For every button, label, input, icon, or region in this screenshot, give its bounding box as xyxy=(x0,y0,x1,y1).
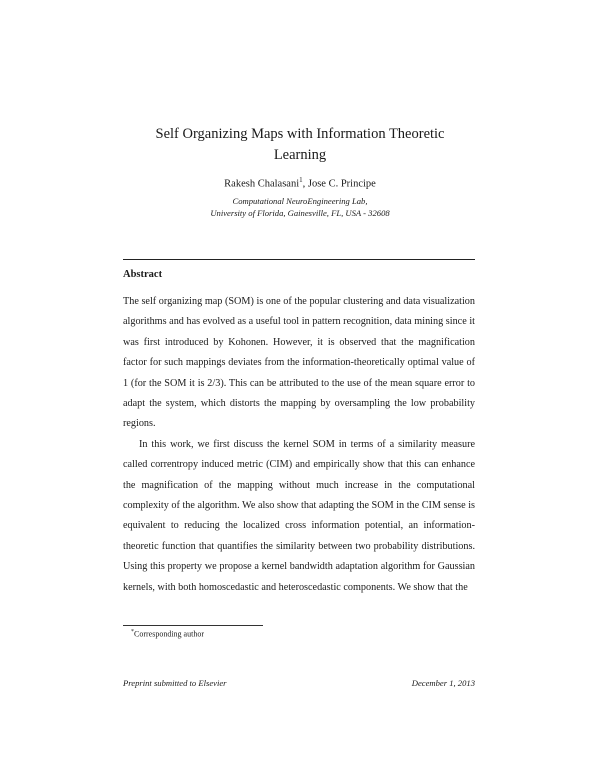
affiliation-line-1: Computational NeuroEngineering Lab, xyxy=(232,196,368,206)
footnote-text: Corresponding author xyxy=(134,629,204,639)
title-line-1: Self Organizing Maps with Information Theoretic xyxy=(155,126,445,142)
affiliation xyxy=(100,195,500,219)
coauthor-name: , Jose C. Principe xyxy=(302,178,376,190)
abstract-heading: Abstract xyxy=(123,269,163,280)
author-name: Rakesh Chalasani xyxy=(224,178,300,190)
abstract-paragraph-2: In this work, we first discuss the kernel SOM in terms of a similarity measure called correntropy induced metric (CIM) and empirically show that this can enhance the magnification of the mapping without much increase in the computational complexity of the algorithm. We also show that adapting the SOM in the CIM sense is equivalent to reducing the localized cross information potential, an information-theoretic function that quantifies the similarity between two probability distributions. Using this property we propose a kernel bandwidth adaptation algorithm for Gaussian kernels, with both homoscedastic and heteroscedastic components. We show that the xyxy=(123,438,475,593)
footer-date: December 1, 2013 xyxy=(411,678,475,688)
footnote-marker: * xyxy=(131,629,134,635)
abstract-body xyxy=(123,292,475,598)
abstract-top-rule xyxy=(123,259,475,260)
paper-title xyxy=(100,124,500,166)
footnote-rule xyxy=(123,625,263,626)
authors xyxy=(100,176,500,190)
footnote xyxy=(131,629,204,639)
author-footnote-marker: 1 xyxy=(299,176,303,184)
abstract-paragraph-1: The self organizing map (SOM) is one of the popular clustering and data visualization algorithms and has evolved as a useful tool in pattern recognition, data mining since it was first introduced by Kohonen. However, it is observed that the magnification factor for such mappings deviates from the information-theoretically optimal value of 1 (for the SOM it is 2/3). This can be attributed to the use of the mean square error to adapt the system, which distorts the mapping by oversampling the low probability regions. xyxy=(123,296,475,430)
affiliation-line-2: University of Florida, Gainesville, FL, USA - 32608 xyxy=(210,208,390,218)
title-line-2: Learning xyxy=(273,147,327,163)
footer-preprint-note: Preprint submitted to Elsevier xyxy=(123,678,227,688)
